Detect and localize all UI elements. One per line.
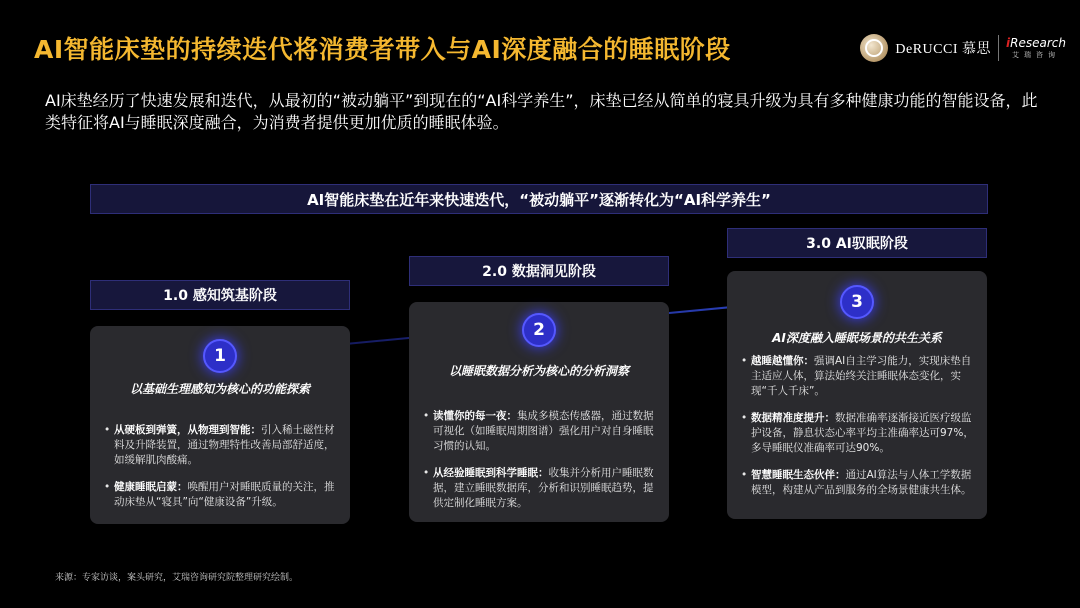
list-item: • 从硬板到弹簧，从物理到智能：引入稀土磁性材料及升降装置，通过物理特性改善局部舒适度，如缓解肌肉酸痛。 xyxy=(104,424,335,466)
stage-points xyxy=(423,409,657,523)
list-item: • 智慧睡眠生态伙伴：通过AI算法与人体工学数据模型，构建从产品到服务的全场景健康共生体。 xyxy=(741,469,972,496)
list-item: • 读懂你的每一夜：集成多模态传感器，通过数据可视化（如睡眠周期图谱）强化用户对自身睡眠习惯的认知。 xyxy=(423,410,654,452)
list-item: • 从经验睡眠到科学睡眠：收集并分析用户睡眠数据，建立睡眠数据库，分析和识别睡眠趋势，提供定制化睡眠方案。 xyxy=(423,467,654,509)
stage-number-badge: 2 xyxy=(522,313,556,347)
derucci-logo: DeRUCCI 慕思 xyxy=(895,42,992,57)
iresearch-logo: iResearch 艾瑞咨询 xyxy=(1006,36,1066,59)
stage-card-2 xyxy=(409,302,669,522)
stage-card-3 xyxy=(727,271,987,519)
stage-card-1 xyxy=(90,326,350,524)
list-item: • 越睡越懂你：强调AI自主学习能力，实现床垫自主适应人体，算法始终关注睡眠体态变化，实现“千人千床”。 xyxy=(741,355,972,397)
source-note: 来源：专家访谈，案头研究，艾瑞咨询研究院整理研究绘制。 xyxy=(55,573,299,583)
stage-card-title: 以睡眠数据分析为核心的分析洞察 xyxy=(448,364,629,378)
stage-number-badge: 3 xyxy=(840,285,874,319)
list-item: • 数据精准度提升：数据准确率逐渐接近医疗级监护设备，静息状态心率平均主准确率达可97%，多导睡眠仪准确率可达90%。 xyxy=(741,412,974,454)
stage-points xyxy=(741,354,975,510)
page-title: AI智能床垫的持续迭代将消费者带入与AI深度融合的睡眠阶段 xyxy=(34,35,731,64)
stage-label-3: 3.0 AI驭眠阶段 xyxy=(727,228,987,258)
list-item: • 健康睡眠启蒙：唤醒用户对睡眠质量的关注，推动床垫从“寝具”向“健康设备”升级。 xyxy=(104,481,335,508)
stage-label-1: 1.0 感知筑基阶段 xyxy=(90,280,350,310)
stage-card-title: 以基础生理感知为核心的功能探索 xyxy=(129,382,310,396)
intro-paragraph: AI床垫经历了快速发展和迭代，从最初的“被动躺平”到现在的“AI科学养生”，床垫已经从简单的寝具升级为具有多种健康功能的智能设备，此类特征将AI与睡眠深度融合，为消费者提供更加优质的睡眠体验。 xyxy=(45,91,1038,132)
stage-card-title: AI深度融入睡眠场景的共生关系 xyxy=(772,331,942,345)
summary-banner: AI智能床垫在近年来快速迭代，“被动躺平”逐渐转化为“AI科学养生” xyxy=(90,184,988,214)
stage-points xyxy=(104,423,338,522)
stage-label-2: 2.0 数据洞见阶段 xyxy=(409,256,669,286)
stage-number-badge: 1 xyxy=(203,339,237,373)
